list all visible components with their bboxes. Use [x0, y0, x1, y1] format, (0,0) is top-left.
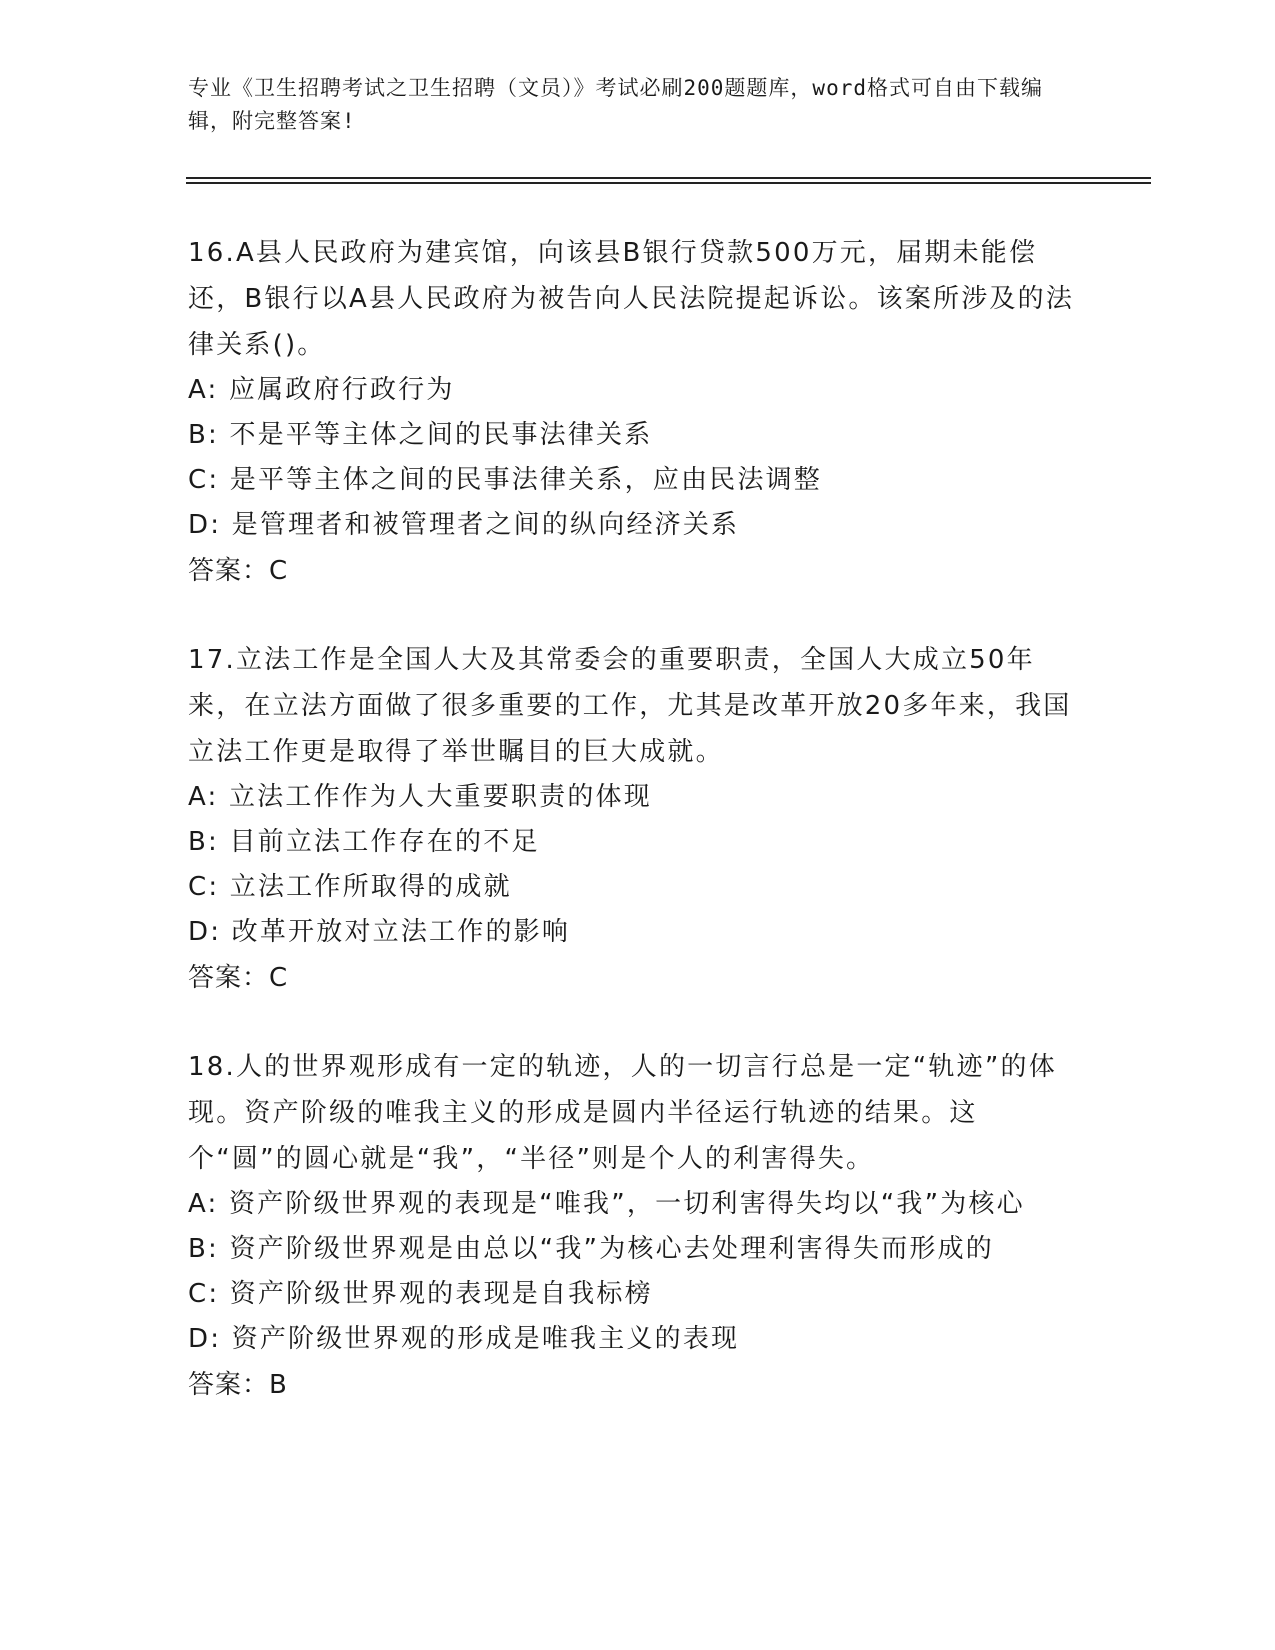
option-d: D: 改革开放对立法工作的影响 [188, 917, 571, 947]
option-a: A: 立法工作作为人大重要职责的体现 [188, 782, 652, 812]
question-stem: 17.立法工作是全国人大及其常委会的重要职责，全国人大成立50年来，在立法方面做了很多重要的工作，尤其是改革开放20多年来，我国立法工作更是取得了举世瞩目的巨大成就。 [188, 645, 1072, 767]
question-17 [188, 637, 1088, 1001]
option-c: C: 立法工作所取得的成就 [188, 872, 512, 902]
question-list [188, 230, 1088, 1451]
option-a: A: 应属政府行政行为 [188, 375, 455, 405]
document-header [188, 72, 1068, 138]
answer: 答案：C [188, 963, 289, 993]
option-d: D: 是管理者和被管理者之间的纵向经济关系 [188, 510, 740, 540]
answer: 答案：B [188, 1370, 288, 1400]
option-c: C: 资产阶级世界观的表现是自我标榜 [188, 1279, 653, 1309]
header-divider-bottom [186, 182, 1151, 184]
header-text: 专业《卫生招聘考试之卫生招聘（文员）》考试必刷200题题库，word格式可自由下载编辑，附完整答案! [188, 76, 1043, 133]
question-stem: 18.人的世界观形成有一定的轨迹，人的一切言行总是一定“轨迹”的体现。资产阶级的唯我主义的形成是圆内半径运行轨迹的结果。这个“圆”的圆心就是“我”，“半径”则是个人的利害得失。 [188, 1052, 1057, 1174]
header-divider-top [186, 177, 1151, 179]
option-a: A: 资产阶级世界观的表现是“唯我”，一切利害得失均以“我”为核心 [188, 1189, 1025, 1219]
question-16 [188, 230, 1088, 594]
option-c: C: 是平等主体之间的民事法律关系，应由民法调整 [188, 465, 822, 495]
question-18 [188, 1044, 1088, 1408]
answer: 答案：C [188, 556, 289, 586]
option-b: B: 目前立法工作存在的不足 [188, 827, 540, 857]
option-d: D: 资产阶级世界观的形成是唯我主义的表现 [188, 1324, 740, 1354]
option-b: B: 不是平等主体之间的民事法律关系 [188, 420, 653, 450]
question-stem: 16.A县人民政府为建宾馆，向该县B银行贷款500万元，届期未能偿还，B银行以A县人民政府为被告向人民法院提起诉讼。该案所涉及的法律关系()。 [188, 238, 1075, 360]
option-b: B: 资产阶级世界观是由总以“我”为核心去处理利害得失而形成的 [188, 1234, 995, 1264]
